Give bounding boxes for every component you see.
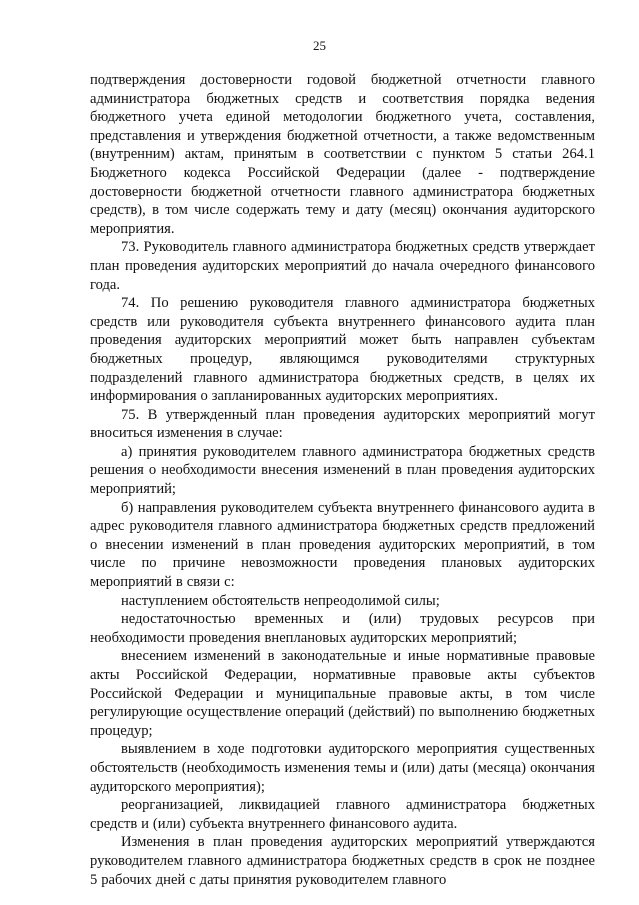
page-number: 25 [313, 38, 326, 53]
paragraph-reason-resources: недостаточностью временных и (или) трудовых ресурсов при необходимости проведения внеплановых аудиторских мероприятий; [90, 611, 595, 646]
paragraph-continuation: подтверждения достоверности годовой бюджетной отчетности главного администратора бюджетных средств и соответствия порядка ведения бюджетного учета единой методологии бюджетного учета, составления, представления и утверждения бюджетной отчетности, а также ведомственным (внутренним) актам, принятым в соответствии с пунктом 5 статьи 264.1 Бюджетного кодекса Российской Федерации (далее - подтверждение достоверности бюджетной отчетности главного администратора бюджетных средств), в том числе содержать тему и дату (месяц) окончания аудиторского мероприятия. [90, 72, 595, 237]
paragraph-subitem-b: б) направления руководителем субъекта внутреннего финансового аудита в адрес руководителя главного администратора бюджетных средств предложений о внесении изменений в план проведения аудиторских мероприятий, в том числе по причине невозможности проведения плановых аудиторских мероприятий в связи с: [90, 499, 595, 591]
paragraph-item-73: 73. Руководитель главного администратора бюджетных средств утверждает план проведения аудиторских мероприятий до начала очередного финансового года. [90, 239, 595, 293]
paragraph-item-75: 75. В утвержденный план проведения аудиторских мероприятий могут вноситься изменения в случае: [90, 406, 595, 442]
paragraph-reason-circumstances: выявлением в ходе подготовки аудиторского мероприятия существенных обстоятельств (необходимость изменения темы и (или) даты (месяца) окончания аудиторского мероприятия); [90, 741, 595, 795]
document-body [90, 71, 595, 889]
paragraph-item-74: 74. По решению руководителя главного администратора бюджетных средств или руководителя субъекта внутреннего финансового аудита план проведения аудиторских мероприятий может быть направлен субъектам бюджетных процедур, являющимся руководителями структурных подразделений главного администратора бюджетных средств, в целях их информирования о запланированных аудиторских мероприятиях. [90, 295, 595, 405]
paragraph-changes-approval: Изменения в план проведения аудиторских мероприятий утверждаются руководителем главного администратора бюджетных средств в срок не позднее 5 рабочих дней с даты принятия руководителем главного [90, 834, 595, 888]
paragraph-subitem-a: а) принятия руководителем главного администратора бюджетных средств решения о необходимости внесения изменений в план проведения аудиторских мероприятий; [90, 443, 595, 498]
paragraph-reason-force-majeure: наступлением обстоятельств непреодолимой силы; [121, 592, 440, 609]
paragraph-reason-reorganization: реорганизацией, ликвидацией главного администратора бюджетных средств и (или) субъекта внутреннего финансового аудита. [90, 797, 595, 832]
paragraph-reason-legislation: внесением изменений в законодательные и иные нормативные правовые акты Российской Федерации, нормативные правовые акты субъектов Российской Федерации и муниципальные правовые акты, в том числе регулирующие осуществление операций (действий) по выполнению бюджетных процедур; [90, 648, 595, 739]
